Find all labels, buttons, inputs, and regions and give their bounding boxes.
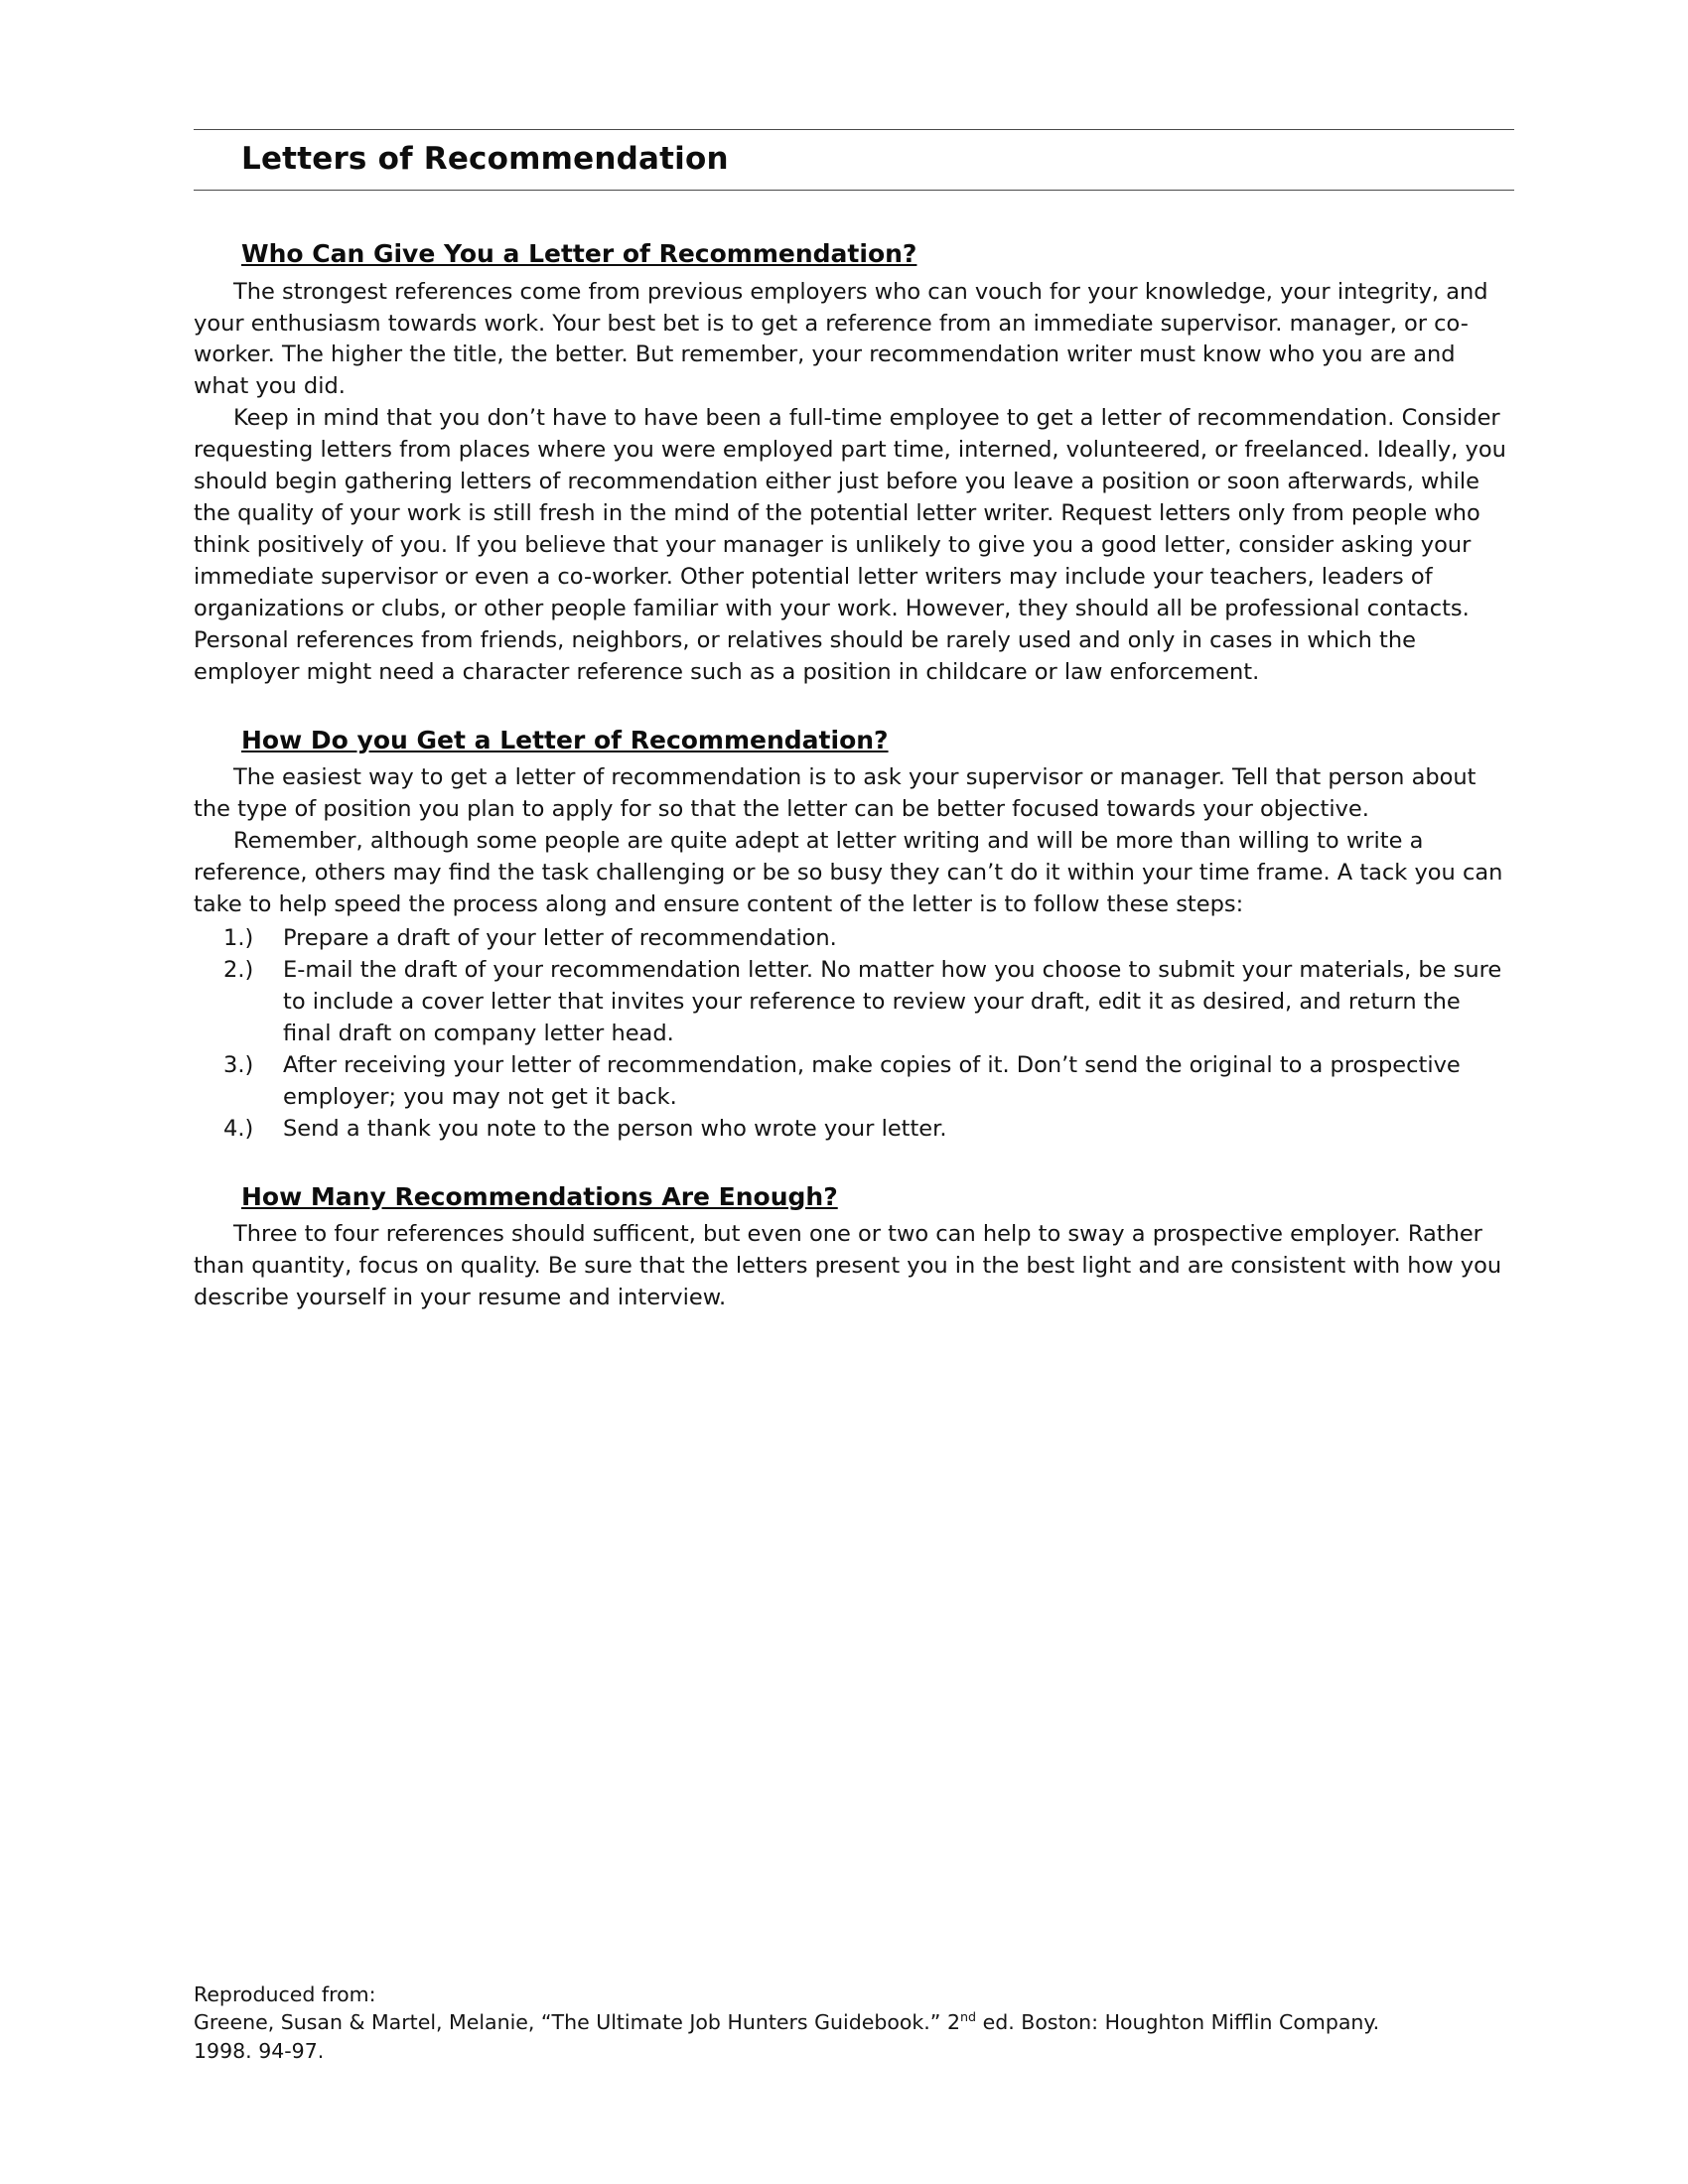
steps-list xyxy=(194,923,1514,1146)
list-item xyxy=(194,923,1514,955)
footnote-citation xyxy=(194,2008,1514,2036)
citation-part2: ed. Boston: Houghton Mifflin Company. xyxy=(976,2010,1380,2035)
list-item-text: E-mail the draft of your recommendation letter. No matter how you choose to submit your materials, be sure to include a cover letter that invites your reference to review your draft, edit it as desired, and return the final draft on company letter head. xyxy=(283,956,1502,1046)
citation-superscript: nd xyxy=(959,2009,977,2025)
list-item xyxy=(194,955,1514,1050)
section-heading: How Many Recommendations Are Enough? xyxy=(241,1181,838,1211)
paragraph: The strongest references come from previous employers who can vouch for your knowledge, your integrity, and your enthusiasm towards work. Your best bet is to get a reference from an immediate supervisor. manager, or co-worker. The higher the title, the better. But remember, your recommendation writer must know who you are and what you did. xyxy=(194,278,1488,400)
title-block xyxy=(194,129,1514,191)
paragraph: The easiest way to get a letter of recommendation is to ask your supervisor or manager. Tell that person about the type of position you plan to apply for so that the letter can be better focused towards your objective. xyxy=(194,764,1477,823)
section-heading: Who Can Give You a Letter of Recommendation? xyxy=(241,239,917,269)
list-item-number: 4.) xyxy=(223,1115,254,1142)
section-who-can-give xyxy=(194,238,1514,689)
paragraph: Three to four references should sufficent, but even one or two can help to sway a prospective employer. Rather than quantity, focus on quality. Be sure that the letters present you in the best light and are consistent with how you describe yourself in your resume and interview. xyxy=(194,1221,1502,1310)
paragraph: Remember, although some people are quite adept at letter writing and will be more than willing to write a reference, others may find the task challenging or be so busy they can’t do it within your time frame. A tack you can take to help speed the process along and ensure content of the letter is to follow these steps: xyxy=(194,828,1503,918)
list-item xyxy=(194,1114,1514,1146)
list-item xyxy=(194,1050,1514,1114)
document-content xyxy=(194,129,1514,1350)
footnote xyxy=(194,1980,1514,2065)
footnote-citation-line2: 1998. 94-97. xyxy=(194,2038,325,2063)
list-item-text: Send a thank you note to the person who wrote your letter. xyxy=(283,1115,947,1142)
list-item-number: 2.) xyxy=(223,956,254,983)
footnote-label: Reproduced from: xyxy=(194,1982,376,2006)
list-item-number: 3.) xyxy=(223,1051,254,1078)
list-item-text: After receiving your letter of recommendation, make copies of it. Don’t send the original to a prospective employer; you may not get it back. xyxy=(283,1051,1461,1110)
citation-part1: Greene, Susan & Martel, Melanie, “The Ultimate Job Hunters Guidebook.” 2 xyxy=(194,2010,960,2035)
page-title: Letters of Recommendation xyxy=(241,141,729,177)
section-how-do-you-get xyxy=(194,725,1514,1146)
section-heading: How Do you Get a Letter of Recommendation? xyxy=(241,725,889,754)
section-how-many xyxy=(194,1181,1514,1314)
list-item-text: Prepare a draft of your letter of recommendation. xyxy=(283,924,837,951)
paragraph: Keep in mind that you don’t have to have been a full-time employee to get a letter of recommendation. Consider requesting letters from places where you were employed part time, interned, volunteered, or freelanced. Ideally, you should begin gathering letters of recommendation either just before you leave a position or soon afterwards, while the quality of your work is still fresh in the mind of the potential letter writer. Request letters only from people who think positively of you. If you believe that your manager is unlikely to give you a good letter, consider asking your immediate supervisor or even a co-worker. Other potential letter writers may include your teachers, leaders of organizations or clubs, or other people familiar with your work. However, they should all be professional contacts. Personal references from friends, neighbors, or relatives should be rarely used and only in cases in which the employer might need a character reference such as a position in childcare or law enforcement. xyxy=(194,405,1506,685)
list-item-number: 1.) xyxy=(223,924,254,951)
